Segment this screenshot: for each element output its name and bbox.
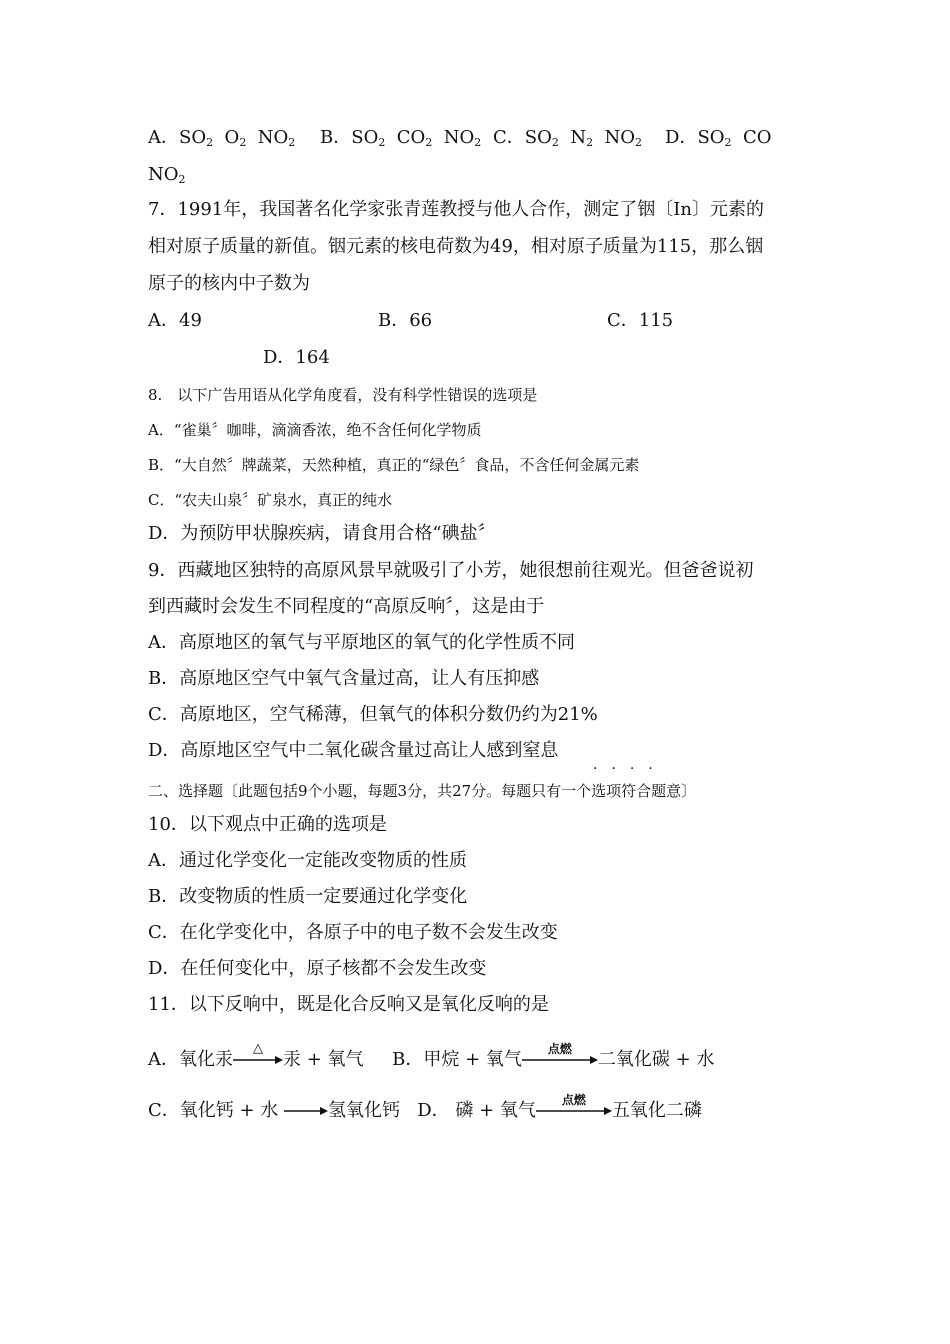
q7-stem-line-1: 7．1991年，我国著名化学家张青莲教授与他人合作，测定了铟〔In〕元素的 xyxy=(148,199,764,220)
arrow-icon xyxy=(284,1106,328,1116)
formula-part: NO xyxy=(257,127,289,148)
reaction-arrow xyxy=(284,1106,328,1116)
option-label: A． xyxy=(148,127,179,148)
section-2-heading: 二、选择题〔此题包括9个小题，每题3分，共27分。每题只有一个选项符合题意〕 xyxy=(148,782,697,800)
q6-option-a xyxy=(148,126,295,155)
subscript: 2 xyxy=(425,136,433,149)
q11-option-b-product: 二氧化碳 + 水 xyxy=(597,1049,715,1070)
formula-part: SO xyxy=(697,127,725,148)
q11-option-d-reactant: D． 磷 + 氧气 xyxy=(417,1100,536,1121)
q6-option-b xyxy=(320,126,481,155)
formula-part: CO xyxy=(742,127,772,148)
subscript: 2 xyxy=(178,173,186,186)
subscript: 2 xyxy=(239,136,247,149)
q9-option-b: B．高原地区空气中氧气含量过高，让人有压抑感 xyxy=(148,668,540,689)
q11-option-a-product: 汞 + 氧气 xyxy=(283,1049,364,1070)
emphasis-dots: ···· xyxy=(593,761,667,777)
reaction-arrow xyxy=(536,1093,612,1116)
q6-option-d-continued xyxy=(148,163,186,192)
formula-part: O xyxy=(224,127,240,148)
subscript: 2 xyxy=(635,136,643,149)
q6-option-d xyxy=(665,126,772,155)
q11-option-a-reactant: A．氧化汞 xyxy=(148,1049,233,1070)
heat-condition: △ xyxy=(253,1041,263,1056)
q8-stem: 8. 以下广告用语从化学角度看，没有科学性错误的选项是 xyxy=(148,386,538,404)
formula-part: NO xyxy=(604,127,636,148)
q11-option-c-reactant: C．氧化钙 + 水 xyxy=(148,1100,279,1121)
q8-option-a: A．“雀巢〞咖啡，滴滴香浓，绝不含任何化学物质 xyxy=(148,421,482,439)
q11-stem: 11．以下反响中，既是化合反响又是氧化反响的是 xyxy=(148,994,549,1015)
formula-part: SO xyxy=(524,127,552,148)
reaction-arrow xyxy=(522,1042,598,1065)
subscript: 2 xyxy=(206,136,214,149)
option-label: C． xyxy=(493,127,525,148)
q11-row-cd xyxy=(148,1093,702,1123)
q7-option-a: A．49 xyxy=(148,310,202,331)
q6-option-c xyxy=(493,126,642,155)
q11-option-d-product: 五氧化二磷 xyxy=(611,1100,702,1121)
q9-stem-line-2: 到西藏时会发生不同程度的“高原反响〞，这是由于 xyxy=(148,596,545,617)
subscript: 2 xyxy=(724,136,732,149)
q9-option-a: A．高原地区的氧气与平原地区的氧气的化学性质不同 xyxy=(148,632,575,653)
q8-option-c: C．“农夫山泉〞矿泉水，真正的纯水 xyxy=(148,491,393,509)
formula-part: CO xyxy=(396,127,426,148)
reaction-arrow xyxy=(233,1041,283,1065)
q10-option-a: A．通过化学变化一定能改变物质的性质 xyxy=(148,850,467,871)
option-label: D． xyxy=(665,127,698,148)
ignite-condition: 点燃 xyxy=(547,1042,572,1056)
subscript: 2 xyxy=(551,136,559,149)
q9-option-c: C．高原地区，空气稀薄，但氧气的体积分数仍约为21% xyxy=(148,704,598,725)
subscript: 2 xyxy=(378,136,386,149)
q8-option-d: D．为预防甲状腺疾病，请食用合格“碘盐〞 xyxy=(148,523,496,544)
q7-option-d: D．164 xyxy=(263,347,330,368)
formula-part: SO xyxy=(351,127,379,148)
formula-part: NO xyxy=(443,127,475,148)
q7-stem-line-2: 相对原子质量的新值。铟元素的核电荷数为49，相对原子质量为115，那么铟 xyxy=(148,236,764,257)
q7-option-b: B．66 xyxy=(378,310,433,331)
q11-option-c-product: 氢氧化钙 xyxy=(328,1100,401,1121)
q7-stem-line-3: 原子的核内中子数为 xyxy=(148,273,310,294)
ignite-condition: 点燃 xyxy=(561,1093,586,1107)
q9-option-d: D．高原地区空气中二氧化碳含量过高让人感到窒息 xyxy=(148,740,559,761)
subscript: 2 xyxy=(474,136,482,149)
q9-stem-line-1: 9．西藏地区独特的高原风景早就吸引了小芳，她很想前往观光。但爸爸说初 xyxy=(148,560,754,581)
formula-part: NO xyxy=(148,164,179,185)
subscript: 2 xyxy=(288,136,296,149)
formula-part: N xyxy=(570,127,587,148)
q10-option-b: B．改变物质的性质一定要通过化学变化 xyxy=(148,886,468,907)
q8-option-b: B．“大自然〞牌蔬菜，天然种植，真正的“绿色〞食品，不含任何金属元素 xyxy=(148,456,640,474)
q7-option-c: C．115 xyxy=(607,310,674,331)
q11-row-ab xyxy=(148,1041,715,1072)
q11-option-b-reactant: B．甲烷 + 氧气 xyxy=(392,1049,522,1070)
q10-option-d: D．在任何变化中，原子核都不会发生改变 xyxy=(148,958,487,979)
q10-option-c: C．在化学变化中，各原子中的电子数不会发生改变 xyxy=(148,922,558,943)
formula-part: SO xyxy=(179,127,207,148)
q10-stem: 10．以下观点中正确的选项是 xyxy=(148,814,387,835)
subscript: 2 xyxy=(586,136,594,149)
option-label: B． xyxy=(320,127,352,148)
